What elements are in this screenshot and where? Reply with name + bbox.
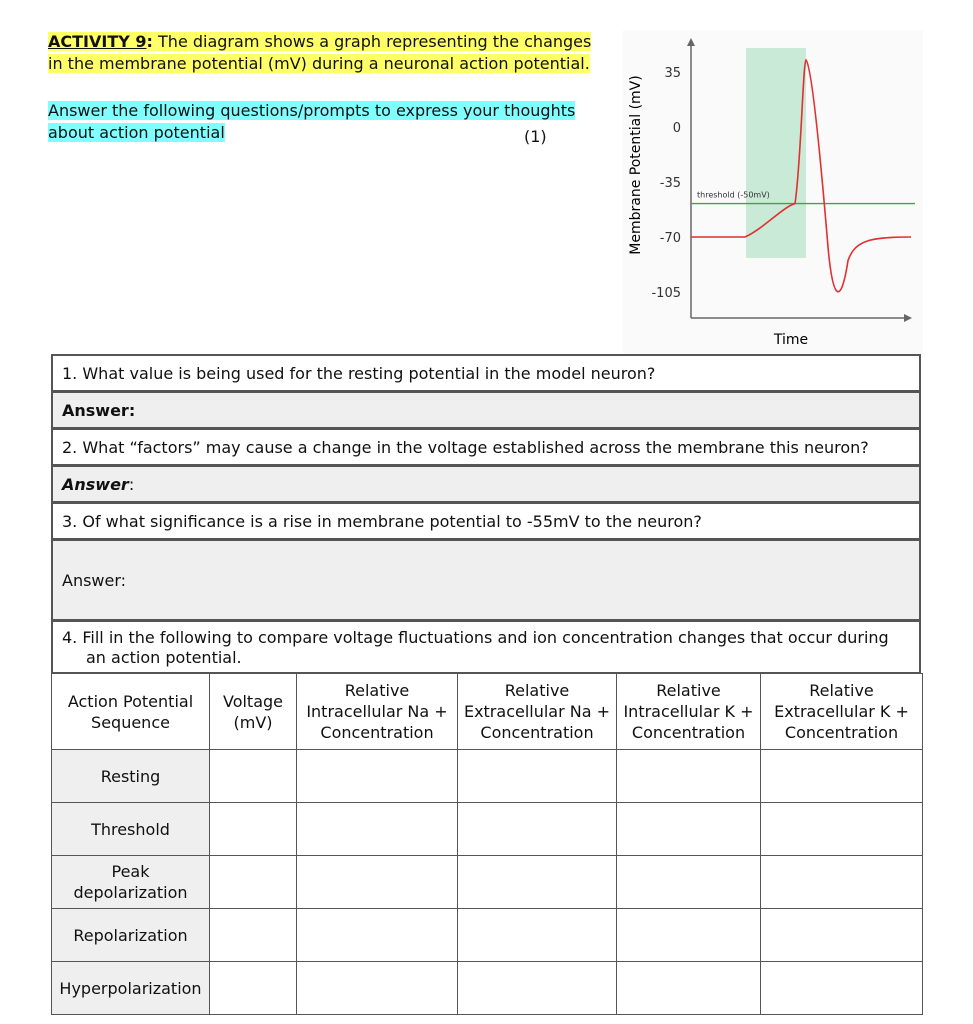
table-row (52, 856, 923, 909)
answer-cell[interactable] (297, 750, 458, 803)
table-header-line: (mV) (233, 712, 273, 732)
table-header-line: Relative (504, 681, 570, 700)
table-header-line: Relative (656, 681, 721, 700)
answer-1-field[interactable] (51, 391, 921, 429)
row-label-line: Threshold (91, 819, 170, 839)
answer-cell[interactable] (458, 803, 617, 856)
table-header-row (52, 674, 923, 750)
table-header-line: Relative (809, 681, 874, 700)
action-potential-shade (746, 48, 806, 258)
answer-cell[interactable] (458, 962, 617, 1015)
answer-2-colon: : (128, 474, 135, 494)
answer-2-label: Answer (62, 474, 129, 494)
table-header-line: Concentration (631, 723, 746, 742)
answer-cell[interactable] (458, 909, 617, 962)
table-header-line: Intracellular K + (623, 702, 754, 721)
table-header-cell (52, 674, 210, 750)
table-header-line: Sequence (91, 712, 170, 732)
table-header-line: Extracellular K + (774, 702, 909, 721)
answer-cell[interactable] (210, 962, 297, 1015)
table-header-cell (761, 674, 923, 750)
row-label-cell (52, 962, 210, 1015)
table-header-line: Concentration (480, 723, 594, 742)
answer-cell[interactable] (458, 750, 617, 803)
answer-cell[interactable] (210, 909, 297, 962)
row-label-line: depolarization (73, 883, 188, 902)
y-tick-label: -105 (651, 286, 681, 301)
answer-cell[interactable] (617, 962, 761, 1015)
answer-cell[interactable] (210, 750, 297, 803)
table-header-line: Relative (344, 681, 410, 700)
y-axis-label: Membrane Potential (mV) (628, 75, 644, 255)
y-tick-label: 0 (672, 121, 681, 136)
table-header-cell (210, 674, 297, 750)
question-3-text: 3. Of what significance is a rise in membrane potential to -55mV to the neuron? (62, 511, 702, 531)
x-axis-arrow (904, 314, 912, 322)
question-2-text: 2. What “factors” may cause a change in the voltage established across the membrane this neuron? (62, 437, 869, 457)
answer-cell[interactable] (297, 962, 458, 1015)
answer-3-field[interactable] (51, 539, 921, 621)
table-row (52, 750, 923, 803)
y-tick-label: 35 (664, 66, 681, 81)
question-2 (51, 428, 921, 466)
question-1-text: 1. What value is being used for the resting potential in the model neuron? (62, 363, 656, 383)
y-axis-arrow (687, 38, 695, 46)
answer-cell[interactable] (761, 856, 923, 909)
activity-description: The diagram shows a graph representing the changes in the membrane potential (mV) during a neuronal action potential. (48, 32, 592, 73)
row-label-cell (52, 909, 210, 962)
answer-cell[interactable] (617, 750, 761, 803)
prompt-text: Answer the following questions/prompts to express your thoughts about action potential (48, 101, 576, 142)
table-header-cell (617, 674, 761, 750)
answer-cell[interactable] (617, 909, 761, 962)
action-potential-table (51, 673, 923, 1015)
answer-1-label: Answer: (62, 400, 136, 420)
row-label-line: Hyperpolarization (59, 978, 202, 998)
table-header-line: Concentration (784, 723, 899, 742)
table-header-line: Extracellular Na + (463, 702, 611, 721)
question-4-text-line2: an action potential. (86, 648, 242, 667)
answer-cell[interactable] (297, 856, 458, 909)
table-row (52, 803, 923, 856)
answer-cell[interactable] (458, 856, 617, 909)
answer-cell[interactable] (210, 856, 297, 909)
table-header-line: Voltage (222, 691, 283, 711)
table-header-cell (458, 674, 617, 750)
activity-heading (48, 31, 608, 75)
answer-cell[interactable] (761, 909, 923, 962)
row-label-cell (52, 750, 210, 803)
answer-cell[interactable] (761, 962, 923, 1015)
answer-cell[interactable] (617, 803, 761, 856)
question-1 (51, 354, 921, 392)
question-4 (51, 620, 921, 674)
table-header-line: Concentration (320, 723, 434, 742)
y-tick-label: -70 (659, 231, 681, 246)
answer-2-field[interactable] (51, 465, 921, 503)
row-label-line: Repolarization (73, 925, 188, 945)
threshold-label: threshold (-50mV) (697, 190, 770, 200)
table-row (52, 909, 923, 962)
answer-cell[interactable] (297, 803, 458, 856)
answer-cell[interactable] (210, 803, 297, 856)
table-row (52, 962, 923, 1015)
row-label-line: Resting (100, 766, 161, 786)
x-axis-label: Time (773, 332, 809, 348)
y-tick-label: -35 (659, 176, 681, 191)
prompt-mark: (1) (524, 127, 547, 146)
answer-cell[interactable] (297, 909, 458, 962)
table-header-line: Intracellular Na + (306, 702, 448, 721)
answer-cell[interactable] (761, 803, 923, 856)
table-header-line: Action Potential (67, 691, 194, 711)
table-header-cell (297, 674, 458, 750)
activity-label: ACTIVITY 9 (48, 32, 147, 51)
answer-3-label: Answer: (62, 570, 127, 590)
activity-colon: : (146, 32, 153, 51)
row-label-cell (52, 803, 210, 856)
question-3 (51, 502, 921, 540)
answer-cell[interactable] (617, 856, 761, 909)
row-label-cell (52, 856, 210, 909)
row-label-line: Peak (111, 862, 150, 881)
action-potential-chart (623, 30, 923, 354)
question-4-text-line1: 4. Fill in the following to compare voltage fluctuations and ion concentration changes that occur during (62, 628, 889, 647)
answer-cell[interactable] (761, 750, 923, 803)
action-potential-graph (623, 30, 923, 354)
